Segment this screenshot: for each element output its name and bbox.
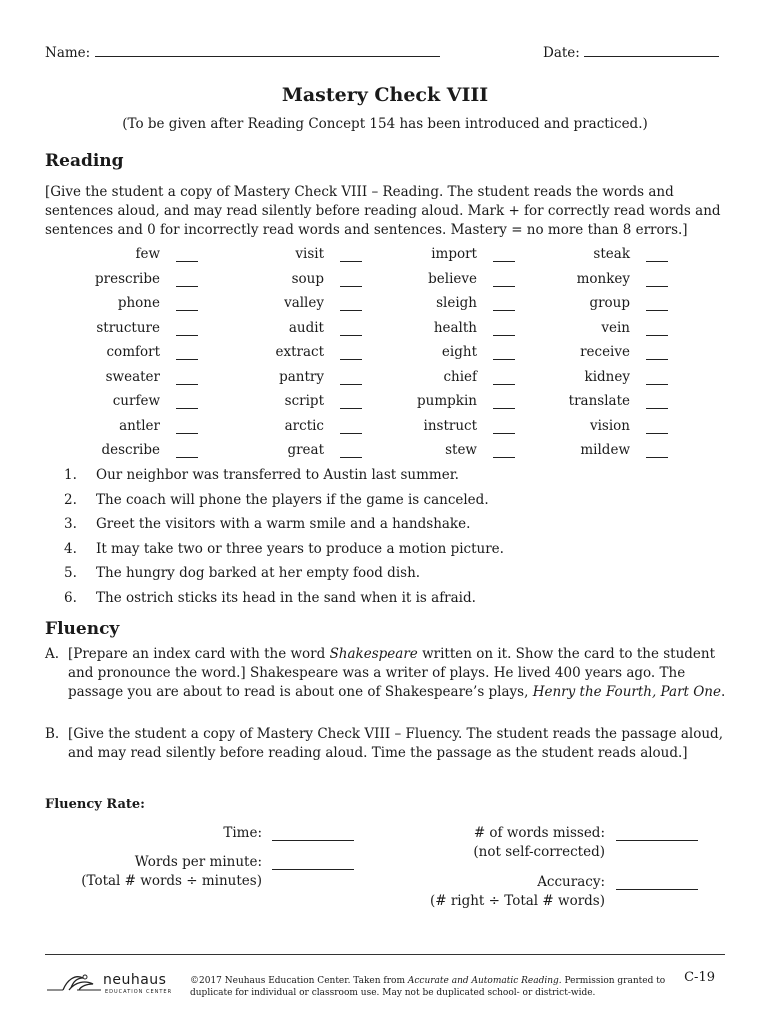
neuhaus-logo-icon (45, 968, 103, 998)
wpm-label: Words per minute: (134, 854, 262, 870)
word-label: translate (568, 393, 630, 409)
word-item (212, 245, 362, 265)
word-item (518, 417, 668, 437)
reading-heading: Reading (45, 151, 124, 171)
word-item (48, 392, 198, 412)
page-number: C-19 (684, 970, 715, 985)
word-label: great (287, 442, 324, 458)
word-mark-blank[interactable] (646, 457, 668, 458)
words-missed-label: # of words missed: (473, 825, 605, 841)
words-missed-blank[interactable] (616, 840, 698, 841)
word-label: script (284, 393, 324, 409)
word-label: mildew (580, 442, 630, 458)
fluency-a-shakespeare: Shakespeare (329, 646, 418, 662)
sentence-number: 1. (64, 467, 77, 483)
word-mark-blank[interactable] (646, 433, 668, 434)
time-label: Time: (223, 825, 262, 841)
sentence-text: The ostrich sticks its head in the sand when it is afraid. (96, 590, 476, 606)
word-mark-blank[interactable] (176, 261, 198, 262)
sentence-text: The coach will phone the players if the game is canceled. (96, 491, 489, 508)
word-item (212, 294, 362, 314)
word-item (212, 392, 362, 412)
fluency-item-a-text (68, 645, 735, 702)
word-mark-blank[interactable] (646, 359, 668, 360)
word-item (212, 343, 362, 363)
accuracy-sublabel: (# right ÷ Total # words) (429, 893, 605, 909)
word-item (365, 368, 515, 388)
fluency-a-part2: written on it. Show the card to the student and pronounce the word.] Shakespeare was a writer of plays. He lived 400 years ago. The passage you are about to read is about one of Shakespeare’s plays, (68, 646, 716, 700)
sentence-item (64, 491, 489, 510)
word-label: prescribe (95, 270, 160, 287)
word-mark-blank[interactable] (493, 310, 515, 311)
word-mark-blank[interactable] (340, 384, 362, 385)
sentence-number: 4. (64, 540, 77, 557)
word-mark-blank[interactable] (493, 359, 515, 360)
word-label: group (589, 295, 630, 311)
word-mark-blank[interactable] (340, 286, 362, 287)
sentence-item (64, 540, 504, 559)
word-mark-blank[interactable] (340, 433, 362, 434)
word-label: eight (441, 344, 477, 360)
fluency-a-play-title: Henry the Fourth, Part One (532, 684, 721, 700)
word-label: chief (443, 368, 477, 385)
word-mark-blank[interactable] (646, 310, 668, 311)
fluency-item-a-letter: A. (45, 646, 60, 662)
word-mark-blank[interactable] (340, 310, 362, 311)
sentence-number: 3. (64, 516, 77, 533)
word-label: audit (288, 319, 324, 336)
word-item (212, 319, 362, 339)
wpm-blank[interactable] (272, 869, 354, 870)
word-item (518, 343, 668, 363)
time-blank[interactable] (272, 840, 354, 841)
word-mark-blank[interactable] (493, 433, 515, 434)
word-label: vein (601, 319, 630, 336)
word-mark-blank[interactable] (176, 335, 198, 336)
word-item (212, 368, 362, 388)
words-missed-sublabel: (not self-corrected) (473, 844, 605, 860)
sentence-item (64, 466, 459, 485)
word-label: stew (445, 442, 477, 458)
word-label: pumpkin (417, 393, 477, 409)
word-label: curfew (112, 393, 160, 409)
logo-wordmark: neuhaus (103, 972, 167, 988)
word-item (518, 294, 668, 314)
date-line (584, 56, 719, 57)
neuhaus-logo (45, 968, 175, 998)
word-mark-blank[interactable] (340, 408, 362, 409)
word-item (48, 245, 198, 265)
word-item (365, 319, 515, 339)
fluency-rate-heading: Fluency Rate: (45, 797, 145, 812)
word-label: import (431, 246, 477, 262)
word-item (48, 294, 198, 314)
word-mark-blank[interactable] (176, 433, 198, 434)
word-mark-blank[interactable] (176, 384, 198, 385)
word-mark-blank[interactable] (493, 408, 515, 409)
word-label: believe (428, 270, 477, 287)
fluency-item-b-text: [Give the student a copy of Mastery Check VIII – Fluency. The student reads the passage aloud, and may read silently before reading aloud. Time the passage as the student reads aloud.] (68, 726, 723, 761)
word-label: extract (275, 344, 324, 360)
sentence-number: 2. (64, 491, 77, 508)
word-label: visit (295, 246, 324, 262)
word-item (518, 270, 668, 290)
word-label: instruct (423, 417, 477, 434)
word-mark-blank[interactable] (340, 457, 362, 458)
word-item (518, 245, 668, 265)
page-title: Mastery Check VIII (281, 84, 489, 106)
word-item (365, 294, 515, 314)
name-label-row (45, 44, 440, 63)
sentence-item (64, 515, 470, 534)
word-label: pantry (279, 368, 324, 385)
copyright-part2: Permission granted to duplicate for individual or classroom use. May not be duplicated school- or district-wide. (190, 976, 666, 998)
word-label: kidney (584, 368, 630, 385)
word-item (212, 270, 362, 290)
page-subtitle: (To be given after Reading Concept 154 has been introduced and practiced.) (122, 116, 648, 132)
word-item (365, 417, 515, 437)
sentence-number: 5. (64, 565, 77, 582)
word-mark-blank[interactable] (646, 408, 668, 409)
word-label: vision (589, 417, 630, 434)
word-item (365, 343, 515, 363)
fluency-item-b-letter: B. (45, 726, 60, 742)
word-mark-blank[interactable] (176, 359, 198, 360)
date-label-row (543, 44, 719, 63)
reading-instructions: [Give the student a copy of Mastery Check VIII – Reading. The student reads the words and sentences aloud, and may read silently before reading aloud. Mark + for correctly read words and sentences and 0 for incorrectly read words and sentences. Mastery = no more than 8 errors.] (45, 184, 721, 238)
accuracy-label: Accuracy: (537, 874, 605, 890)
word-item (48, 368, 198, 388)
word-mark-blank[interactable] (340, 261, 362, 262)
copyright-book-title: Accurate and Automatic Reading. (407, 976, 562, 986)
copyright-notice (190, 975, 680, 999)
logo-subtext: EDUCATION CENTER (105, 989, 173, 995)
fluency-a-part1: [Prepare an index card with the word (68, 646, 330, 662)
sentence-item (64, 564, 420, 583)
word-mark-blank[interactable] (493, 286, 515, 287)
word-label: few (135, 246, 160, 262)
word-item (518, 441, 668, 461)
word-item (48, 441, 198, 461)
word-item (365, 245, 515, 265)
word-label: health (433, 319, 477, 336)
word-item (48, 417, 198, 437)
sentence-number: 6. (64, 590, 77, 606)
word-item (518, 319, 668, 339)
word-label: sweater (105, 368, 160, 385)
word-item (212, 417, 362, 437)
fluency-item-a (45, 645, 735, 702)
word-label: steak (593, 246, 630, 262)
word-label: structure (96, 319, 160, 336)
word-mark-blank[interactable] (493, 384, 515, 385)
wpm-sublabel: (Total # words ÷ minutes) (81, 873, 262, 889)
word-mark-blank[interactable] (646, 384, 668, 385)
word-label: soup (291, 270, 324, 287)
word-item (48, 270, 198, 290)
word-mark-blank[interactable] (646, 335, 668, 336)
word-item (365, 392, 515, 412)
word-label: sleigh (436, 295, 477, 311)
word-mark-blank[interactable] (176, 457, 198, 458)
sentence-text: The hungry dog barked at her empty food dish. (96, 565, 421, 582)
sentence-text: Greet the visitors with a warm smile and a handshake. (96, 516, 471, 533)
word-item (212, 441, 362, 461)
word-item (365, 270, 515, 290)
word-mark-blank[interactable] (493, 335, 515, 336)
word-label: valley (284, 295, 324, 311)
word-label: monkey (576, 270, 630, 287)
word-mark-blank[interactable] (340, 335, 362, 336)
word-label: arctic (284, 417, 324, 434)
name-label: Name: (45, 45, 91, 61)
word-item (365, 441, 515, 461)
copyright-part1: ©2017 Neuhaus Education Center. Taken from (190, 976, 408, 986)
word-mark-blank[interactable] (176, 408, 198, 409)
fluency-a-part3: . (721, 684, 726, 700)
word-mark-blank[interactable] (340, 359, 362, 360)
fluency-heading: Fluency (45, 619, 120, 639)
word-mark-blank[interactable] (493, 457, 515, 458)
word-item (48, 319, 198, 339)
sentence-text: It may take two or three years to produce a motion picture. (96, 540, 504, 557)
sentence-text: Our neighbor was transferred to Austin last summer. (96, 467, 459, 483)
word-mark-blank[interactable] (646, 286, 668, 287)
word-label: receive (580, 344, 630, 360)
word-mark-blank[interactable] (493, 261, 515, 262)
word-item (48, 343, 198, 363)
footer-divider (45, 954, 725, 955)
accuracy-blank[interactable] (616, 889, 698, 890)
word-label: phone (117, 295, 160, 311)
name-line (95, 56, 440, 57)
date-label: Date: (543, 45, 580, 61)
sentence-item (64, 589, 476, 608)
fluency-item-b (45, 725, 735, 763)
word-label: comfort (106, 344, 160, 360)
word-item (518, 368, 668, 388)
word-mark-blank[interactable] (646, 261, 668, 262)
word-item (518, 392, 668, 412)
word-label: describe (101, 442, 160, 458)
word-mark-blank[interactable] (176, 286, 198, 287)
word-mark-blank[interactable] (176, 310, 198, 311)
word-label: antler (119, 417, 160, 434)
